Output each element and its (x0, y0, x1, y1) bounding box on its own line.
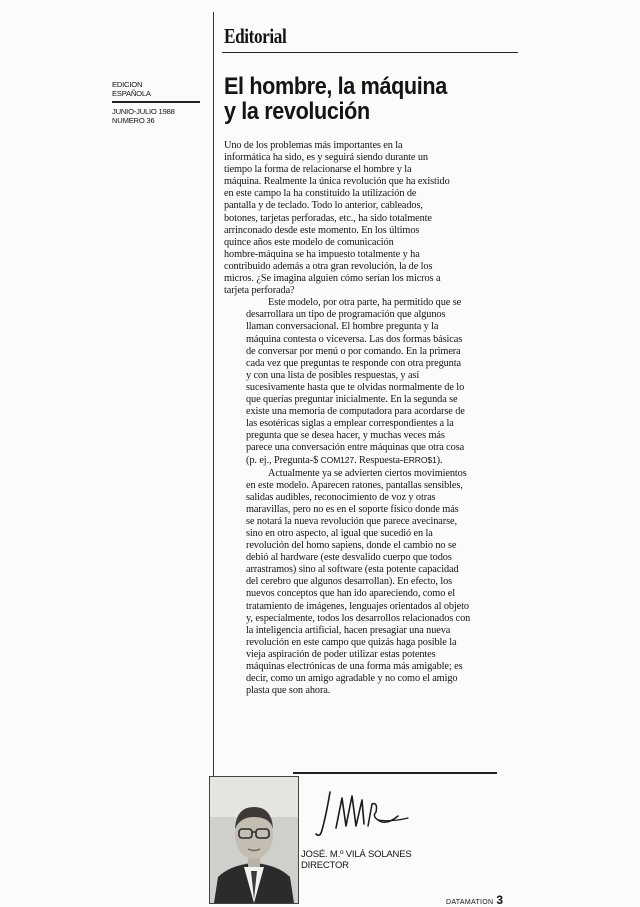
sidebar-rule (112, 101, 200, 103)
text-line: debió al hardware (este desvalido cuerpo que todos (246, 552, 452, 564)
text-line: de conversar por menú o por comando. En la primera (246, 345, 461, 357)
example-tail: ). (436, 455, 443, 467)
headline (224, 74, 490, 124)
text-line: tratamiento de imágenes, lenguajes orientados al objeto (246, 600, 469, 612)
edition-info (112, 80, 208, 125)
text-line: Este modelo, por otra parte, ha permitido que se (268, 297, 462, 309)
author-name: JOSÉ. M.º VILÁ SOLANES (301, 849, 412, 860)
text-line: y, especialmente, todos los desarrollos relacionados con (246, 612, 471, 624)
edition-line-1: EDICION (112, 80, 143, 89)
text-line: nuevos conceptos que han ido apareciendo, como el (246, 588, 455, 600)
text-line: pregunta que se desea hacer, y muchas veces más (246, 430, 445, 442)
paragraph-2 (224, 297, 510, 467)
paragraph-1 (224, 140, 510, 297)
text-line: vieja aspiración de poder utilizar estas potentes (246, 648, 436, 660)
page-folio (446, 893, 503, 907)
text-line: hombre-máquina se ha impuesto totalmente y ha (224, 248, 420, 260)
example-line (224, 454, 510, 467)
author-portrait (209, 776, 299, 904)
text-line: del cerebro que algunos desarrollan). En efecto, los (246, 576, 453, 588)
text-line: existe una memoria de computadora para acordarse de (246, 406, 465, 418)
text-line: y con una lista de posibles respuestas, y así (246, 369, 420, 381)
section-label: Editorial (224, 24, 287, 48)
text-line: micros. ¿Se imagina alguien cómo serían los micros a (224, 273, 441, 285)
paragraph-3 (224, 468, 510, 698)
text-line: sucesivamente hasta que te olvidas normalmente de lo (246, 381, 465, 393)
headline-line-1: El hombre, la máquina (224, 73, 447, 100)
edition-line-2: ESPAÑOLA (112, 89, 151, 98)
text-line: llaman conversacional. El hombre pregunta y la (246, 321, 439, 333)
text-line: tarjeta perforada? (224, 285, 295, 297)
text-line: sino en otro aspecto, al igual que sucedió en la (246, 528, 433, 539)
text-line: la inteligencia artificial, hacen presagiar una nueva (246, 624, 451, 636)
page-number: 3 (496, 893, 504, 907)
text-line: salidas audibles, reconocimiento de voz y otras (246, 491, 436, 503)
text-line: pantalla y de teclado. Todo lo anterior, cableados, (224, 200, 423, 212)
text-line: contribuido además a otra gran revolución, la de los (224, 260, 433, 272)
text-line: revolución del homo sapiens, donde el cambio no se (246, 540, 457, 552)
text-line: decir, como un amigo agradable y no como el amigo (246, 673, 458, 685)
headline-line-2: y la revolución (224, 98, 370, 125)
text-line: arrinconado desde este momento. En los últimos (224, 224, 420, 236)
text-line: que querías preguntar inicialmente. En la segunda se (246, 393, 458, 405)
text-line: se notará la nueva revolución que parece avecinarse, (246, 515, 457, 527)
text-line: maravillas, pero no es en el soporte físico donde más (246, 503, 459, 515)
portrait-illustration (210, 777, 298, 903)
text-line: tiempo la forma de relacionarse el hombre y la (224, 164, 412, 176)
text-line: máquina contesta o viceversa. Las dos formas básicas (246, 333, 463, 345)
text-line: informática ha sido, es y seguirá siendo durante un (224, 152, 428, 164)
text-line: desarrollara un tipo de programación que algunos (246, 309, 446, 321)
error-code: ERRO$1 (403, 455, 437, 466)
text-line: en este modelo. Aparecen ratones, pantallas sensibles, (246, 479, 463, 491)
example-lead: (p. ej., Pregunta-$ (246, 455, 321, 467)
text-line: arrastramos) sino al software (esta potente capacidad (246, 564, 459, 576)
author-signature (312, 786, 422, 842)
issue-number: NUMERO 36 (112, 116, 155, 125)
text-line: las esotéricas siglas a emplear correspondientes a la (246, 418, 454, 430)
text-line: cada vez que preguntas te responde con otra pregunta (246, 357, 461, 369)
author-title: DIRECTOR (301, 860, 349, 871)
text-line: Uno de los problemas más importantes en la (224, 140, 403, 151)
text-line: en este campo la ha constituido la utilización de (224, 188, 417, 200)
text-line: parece una conversación entre máquinas que otra cosa (246, 442, 465, 454)
signature-rule (293, 772, 497, 774)
text-line: Actualmente ya se advierten ciertos movimientos (268, 467, 467, 479)
text-line: máquina. Realmente la única revolución que ha existido (224, 176, 450, 188)
command-code: COM127 (320, 455, 355, 466)
issue-date: JUNIO-JULIO 1988 (112, 107, 175, 116)
text-line: quince años este modelo de comunicación (224, 236, 394, 248)
magazine-name: DATAMATION (446, 899, 494, 906)
article-body (224, 140, 510, 697)
text-line: plasta que son ahora. (246, 685, 331, 697)
author-credit (301, 849, 411, 871)
text-line: botones, tarjetas perforadas, etc., ha sido totalmente (224, 212, 432, 224)
editorial-column (213, 12, 520, 782)
text-line: revolución en este campo que quizás haga posible la (246, 636, 457, 648)
example-mid: . Respuesta- (354, 455, 404, 467)
section-rule (222, 52, 518, 53)
text-line: máquinas electrónicas de una forma más amigable; es (246, 661, 463, 673)
